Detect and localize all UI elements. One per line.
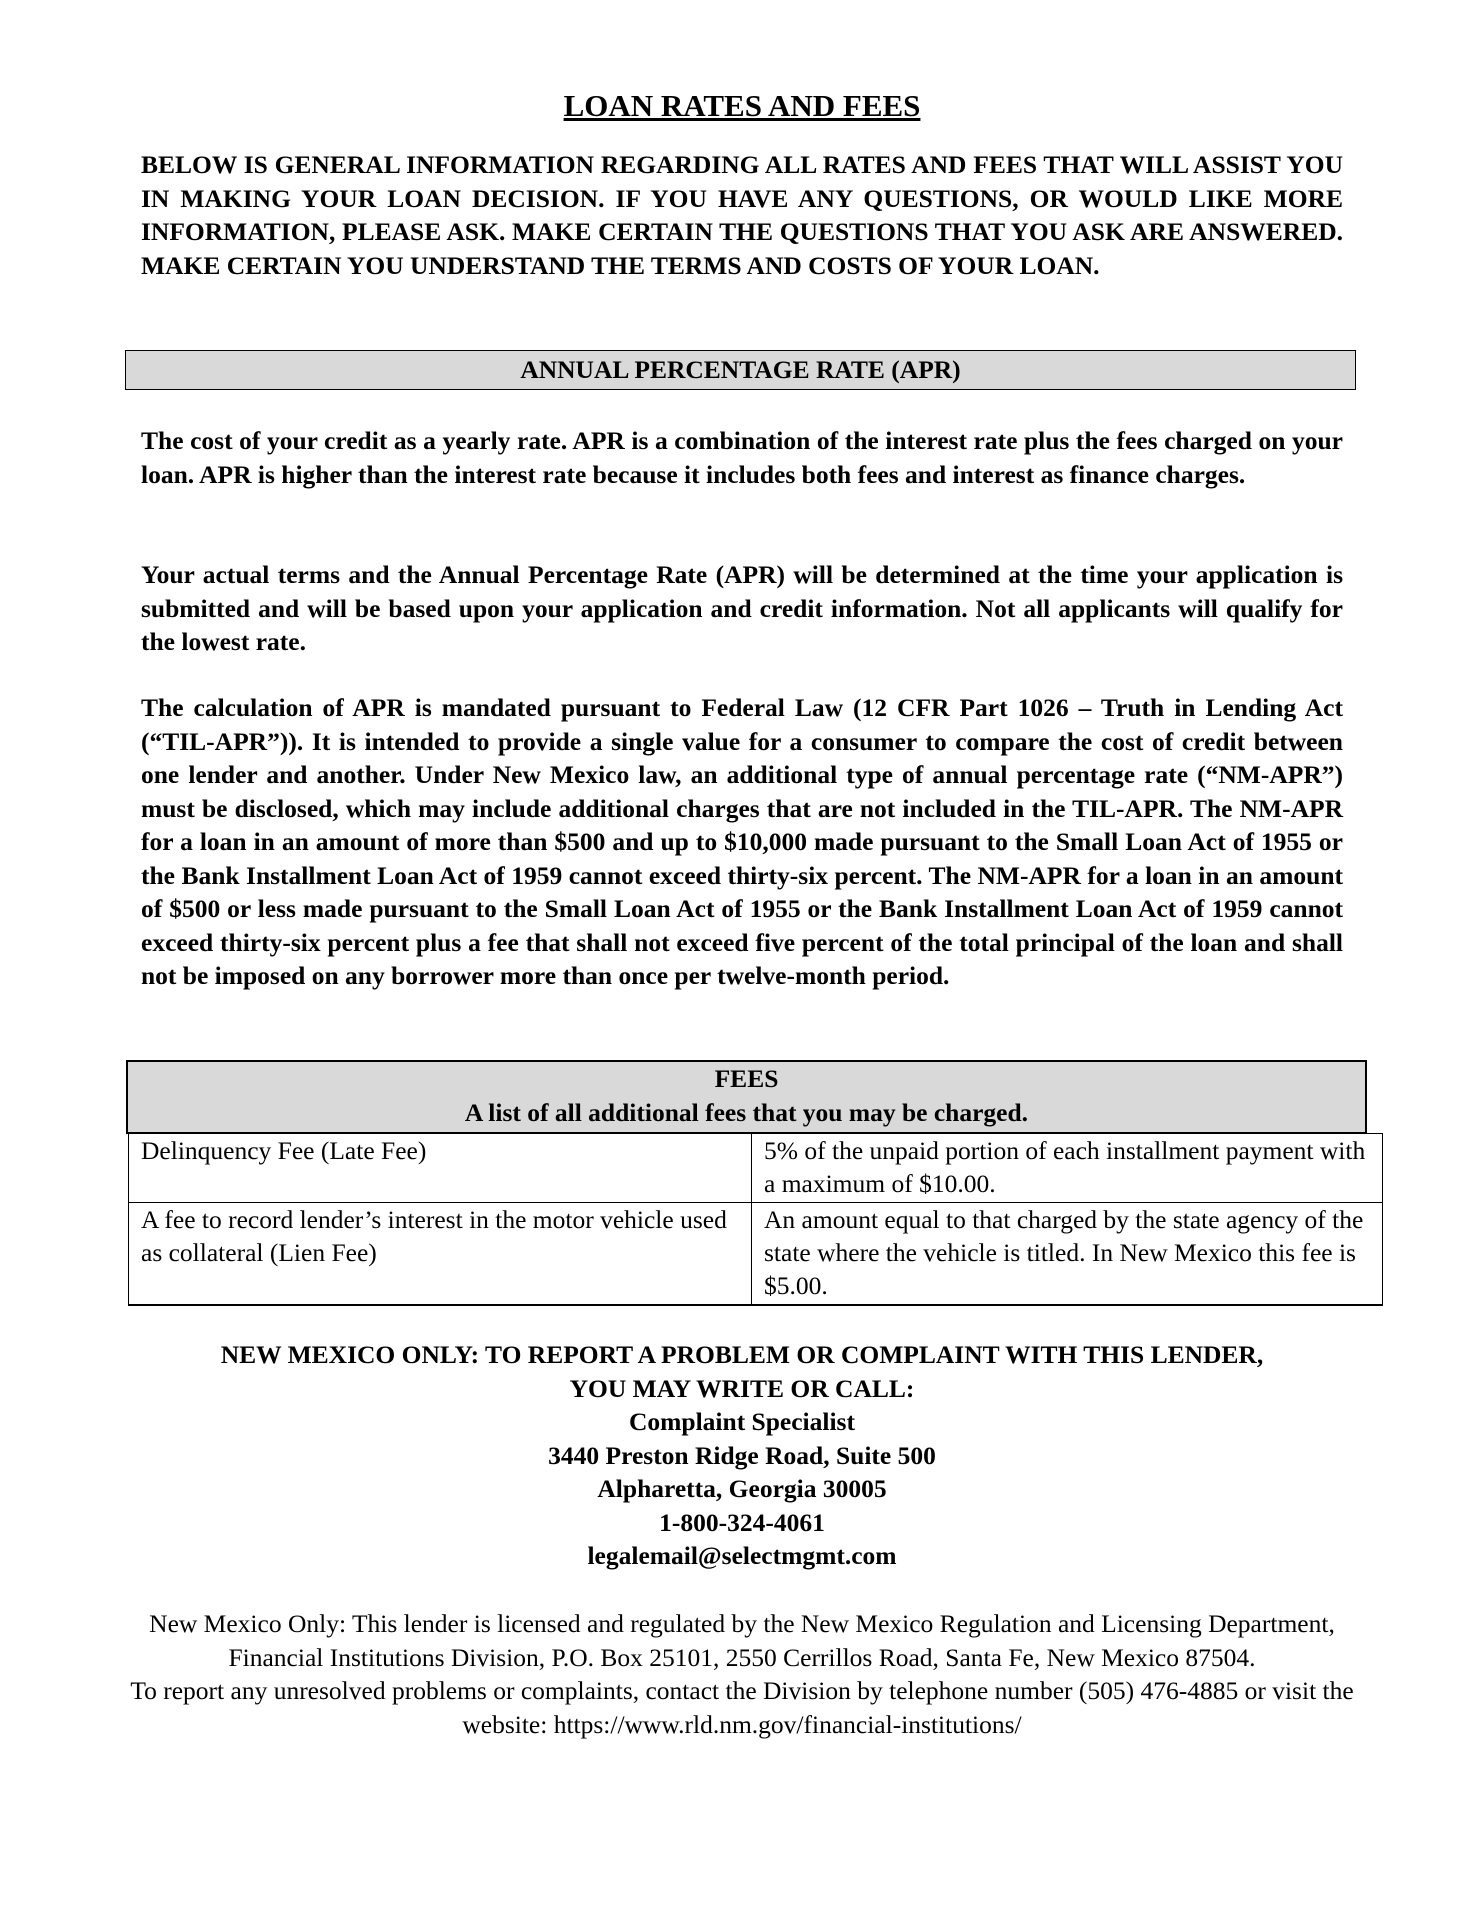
apr-heading: ANNUAL PERCENTAGE RATE (APR) — [125, 350, 1356, 390]
apr-paragraph-1: The cost of your credit as a yearly rate. APR is a combination of the interest rate plus the fees charged on your loan. APR is higher than the interest rate because it includes both fees and interest as finance charges. — [141, 426, 1343, 489]
complaint-email: legalemail@selectmgmt.com — [587, 1541, 897, 1570]
table-row — [129, 1203, 1383, 1306]
complaint-address-1: 3440 Preston Ridge Road, Suite 500 — [548, 1440, 936, 1470]
fee-name: Delinquency Fee (Late Fee) — [129, 1134, 752, 1203]
fees-heading — [126, 1060, 1367, 1134]
fees-table — [128, 1133, 1383, 1306]
fee-description: An amount equal to that charged by the state agency of the state where the vehicle is titled. In New Mexico this fee is $5.00. — [752, 1203, 1383, 1306]
complaint-phone: 1-800-324-4061 — [659, 1507, 825, 1537]
complaint-line-1: NEW MEXICO ONLY: TO REPORT A PROBLEM OR COMPLAINT WITH THIS LENDER, — [220, 1340, 1264, 1369]
footer-license-text: New Mexico Only: This lender is licensed and regulated by the New Mexico Regulation and Licensing Department, Financial Institutions Division, P.O. Box 25101, 2550 Cerrillos Road, Santa Fe, New Mexico 87504. — [149, 1609, 1335, 1672]
page-title: LOAN RATES AND FEES — [563, 88, 921, 123]
fees-subtitle: A list of all additional fees that you may be charged. — [464, 1098, 1029, 1127]
apr-paragraph-3: The calculation of APR is mandated pursuant to Federal Law (12 CFR Part 1026 – Truth in Lending Act (“TIL-APR”)). It is intended to provide a single value for a consumer to compare the cost of credit between one lender and another. Under New Mexico law, an additional type of annual percentage rate (“NM-APR”) must be disclosed, which may include additional charges that are not included in the TIL-APR. The NM-APR for a loan in an amount of more than $500 and up to $10,000 made pursuant to the Small Loan Act of 1955 or the Bank Installment Loan Act of 1959 cannot exceed thirty-six percent. The NM-APR for a loan in an amount of $500 or less made pursuant to the Small Loan Act of 1955 or the Bank Installment Loan Act of 1959 cannot exceed thirty-six percent plus a fee that shall not exceed five percent of the total principal of the loan and shall not be imposed on any borrower more than once per twelve-month period. — [141, 693, 1343, 990]
intro-paragraph: BELOW IS GENERAL INFORMATION REGARDING ALL RATES AND FEES THAT WILL ASSIST YOU IN MAKING YOUR LOAN DECISION. IF YOU HAVE ANY QUESTIONS, OR WOULD LIKE MORE INFORMATION, PLEASE ASK. MAKE CERTAIN THE QUESTIONS THAT YOU ASK ARE ANSWERED. MAKE CERTAIN YOU UNDERSTAND THE TERMS AND COSTS OF YOUR LOAN. — [141, 150, 1343, 280]
footer-report-text: To report any unresolved problems or complaints, contact the Division by telephone number (505) 476-4885 or visit the website: https://www.rld.nm.gov/financial-institutions/ — [130, 1676, 1354, 1739]
fee-description: 5% of the unpaid portion of each installment payment with a maximum of $10.00. — [752, 1134, 1383, 1203]
complaint-line-2: YOU MAY WRITE OR CALL: — [569, 1373, 915, 1403]
regulatory-footer — [130, 1607, 1354, 1741]
complaint-section — [120, 1338, 1364, 1573]
complaint-contact-name: Complaint Specialist — [629, 1407, 855, 1436]
complaint-address-2: Alpharetta, Georgia 30005 — [597, 1474, 887, 1503]
fees-title: FEES — [714, 1064, 779, 1093]
fee-name: A fee to record lender’s interest in the motor vehicle used as collateral (Lien Fee) — [129, 1203, 752, 1306]
apr-paragraph-2: Your actual terms and the Annual Percentage Rate (APR) will be determined at the time your application is submitted and will be based upon your application and credit information. Not all applicants will qualify for the lowest rate. — [141, 560, 1343, 656]
table-row — [129, 1134, 1383, 1203]
